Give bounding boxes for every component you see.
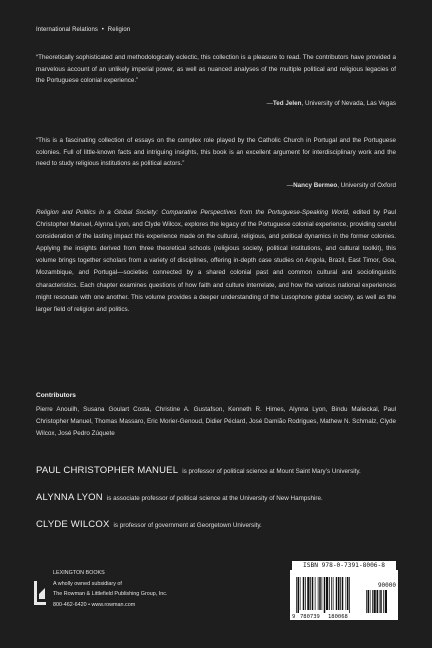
book-description (36, 207, 396, 316)
barcode-bar (342, 577, 344, 610)
isbn-label: ISBN 978-0-7391-8006-8 (292, 561, 396, 570)
editor-text-lyon: is associate professor of political science at the University of New Hampshire. (106, 495, 323, 502)
category-line (36, 27, 130, 33)
barcode-bar (324, 577, 326, 613)
publisher-subsidiary-line: A wholly owned subsidiary of (53, 580, 122, 587)
contributors-heading: Contributors (36, 392, 76, 399)
lexington-logo-icon (33, 580, 47, 606)
book-title: Religion and Politics in a Global Society: Comparative Perspectives from the Portuguese-Speaking World, (36, 209, 350, 216)
barcode-addon-bar (368, 590, 370, 613)
barcode-addon-bar (372, 590, 373, 613)
editor-name-wilcox: CLYDE WILCOX (36, 519, 110, 530)
editor-bio-manuel (36, 465, 396, 476)
praise-name-2: Nancy Bermeo (293, 182, 338, 189)
barcode-bar (300, 577, 301, 610)
barcode-addon-bar (379, 590, 380, 613)
barcode-digits-right: 180068 (328, 614, 348, 620)
barcode-price-code: 90000 (377, 582, 396, 589)
barcode-bar (305, 577, 306, 610)
barcode-bar (318, 577, 319, 610)
description-body: edited by Paul Christopher Manuel, Alynna Lyon, and Clyde Wilcox, explores the legacy of the Portuguese colonial experience, providing careful consideration of the lasting impact this experience made on the cultural, religious, and political dynamics in the former colonies. Applying the insights derived from three theoretical schools (religious society, political institutions, and cultural toolkit), this volume brings together scholars from a variety of disciplines, offering in-depth case studies on Angola, Brazil, East Timor, Goa, Mozambique, and Portugal—societies connected by a shared colonial past and common cultural and sociolinguistic characteristics. Each chapter examines questions of how faith and culture interrelate, and how the various national experiences might resonate with one another. This volume provides a deeper understanding of the Lusophone global society, as well as the larger field of religion and politics. (36, 209, 396, 313)
publisher-group-line: The Rowman & Littlefield Publishing Group, Inc. (53, 591, 168, 598)
barcode-bar (346, 577, 347, 610)
editor-bio-lyon (36, 492, 396, 503)
barcode-bar (349, 577, 350, 613)
barcode-bar (312, 577, 314, 610)
barcode-digit-first: 9 (292, 614, 296, 620)
praise-name-1: Ted Jelen (272, 100, 302, 107)
editor-name-lyon: ALYNNA LYON (36, 492, 103, 503)
barcode-bar (329, 577, 330, 610)
barcode-bars (290, 570, 398, 620)
barcode-bar (331, 577, 332, 610)
barcode-bar (307, 577, 309, 610)
praise-affiliation-2: , University of Oxford (337, 182, 396, 189)
barcode-bar (319, 577, 321, 610)
praise-quote-1: “Theoretically sophisticated and methodologically eclectic, this collection is a pleasure to read. The contributors have provided a marvelous account of an unlikely imperial power, as well as nuanced analyses of the multiple political and religious legacies of the Portuguese colonial experience.” (36, 54, 396, 85)
barcode-addon-bar (374, 590, 376, 613)
barcode-addon-bar (370, 590, 371, 613)
barcode-bar (303, 577, 305, 610)
editor-text-wilcox: is professor of government at Georgetown University. (113, 522, 262, 529)
barcode-addon-bar (383, 590, 384, 613)
barcode-bar (315, 577, 316, 610)
contributors-list: Pierre Anouilh, Susana Goulart Costa, Christine A. Gustafson, Kenneth R. Himes, Alynna Lyon, Bindu Malieckal, Paul Christopher Manuel, Thomas Massaro, Eric Morier-Genoud, Didier Péclard, José Damião Rodrigues, Mathew N. Schmalz, Clyde Wilcox, José Pedro Zúquete (36, 406, 396, 438)
category-separator: • (101, 27, 104, 33)
barcode-bar (310, 577, 311, 610)
barcode-addon-bar (377, 590, 379, 613)
category-religion: Religion (107, 27, 131, 33)
barcode-bar (340, 577, 341, 610)
publisher-info (53, 568, 167, 610)
publisher-name: LEXINGTON BOOKS (53, 570, 105, 576)
praise-quote-2: “This is a fascinating collection of essays on the complex role played by the Catholic Church in Portugal and the Portuguese colonies. Full of little-known facts and intriguing insights, this book is an excellent argument for interdisciplinary work and the need to study religious institutions as political actors.” (36, 137, 396, 168)
barcode-addon-bar (385, 590, 387, 613)
barcode-bar (333, 577, 334, 610)
barcode-bar (326, 577, 328, 610)
barcode-digits-left: 780739 (300, 614, 320, 620)
barcode (290, 570, 398, 620)
barcode-bar (338, 577, 340, 610)
barcode-addon-bar (380, 590, 382, 613)
editor-text-manuel: is professor of political science at Mount Saint Mary’s University. (182, 468, 361, 475)
barcode-bar (298, 577, 300, 613)
category-international-relations: International Relations (36, 27, 99, 33)
barcode-bar (296, 577, 297, 613)
barcode-addon-bar (366, 590, 367, 613)
editor-name-manuel: PAUL CHRISTOPHER MANUEL (36, 465, 179, 476)
publisher-contact: 800-462-6420 • www.rowman.com (53, 601, 136, 608)
barcode-bar (322, 577, 323, 610)
praise-attribution-2: —Nancy Bermeo, University of Oxford (286, 182, 396, 189)
praise-affiliation-1: , University of Nevada, Las Vegas (301, 100, 396, 107)
barcode-bar (336, 577, 338, 610)
praise-attribution-1: —Ted Jelen, University of Nevada, Las Vegas (266, 100, 396, 107)
editor-bio-wilcox (36, 519, 396, 530)
barcode-bar (347, 577, 349, 610)
